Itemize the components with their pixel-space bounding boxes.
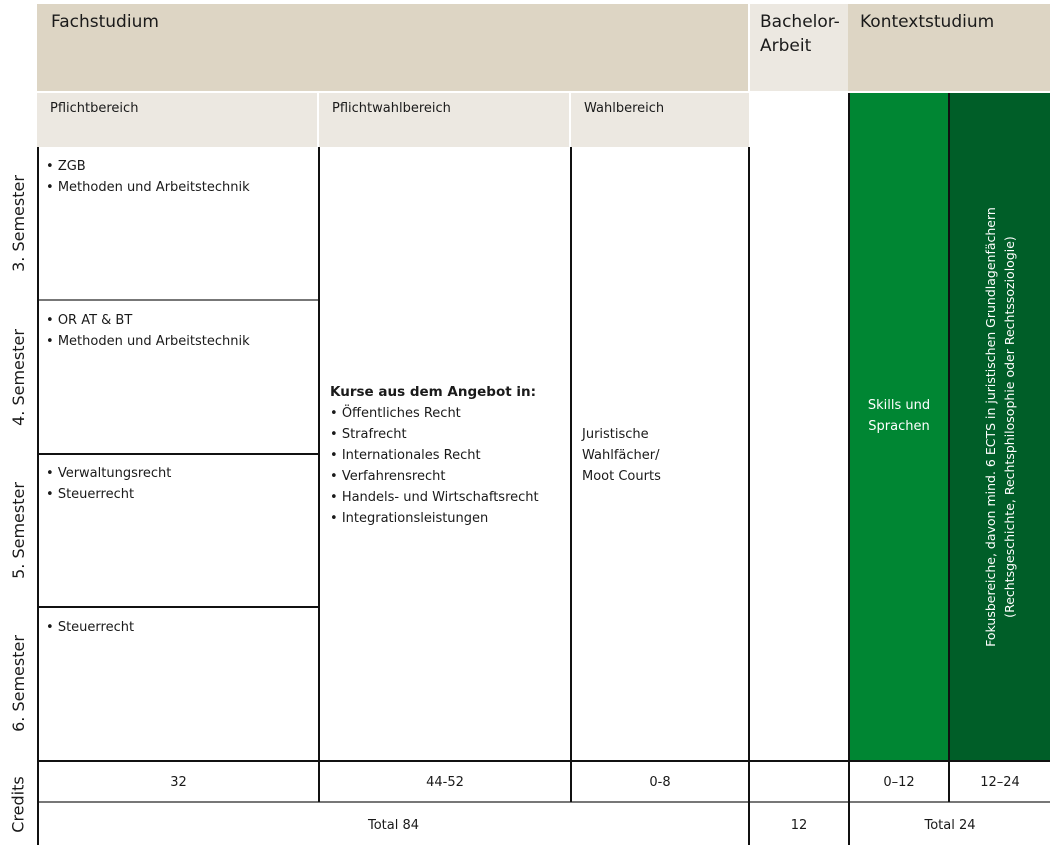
credits-fokus: 12–24	[980, 774, 1020, 790]
list-item: • Verfahrensrecht	[330, 466, 565, 487]
list-item: • Methoden und Arbeitstechnik	[46, 331, 311, 352]
bachelor-arbeit-line2: Arbeit	[760, 36, 812, 56]
wahl-line2: Wahlfächer/	[582, 448, 660, 463]
list-item: • Steuerrecht	[46, 484, 311, 505]
skills-und-sprachen	[849, 395, 949, 437]
fokus-text-wrapper	[949, 93, 1050, 761]
total-kontextstudium: Total 24	[924, 817, 976, 833]
divider	[37, 606, 319, 608]
credits-wahl: 0-8	[649, 774, 671, 790]
semester-6-label: 6. Semester	[9, 635, 28, 732]
list-item: • Strafrecht	[330, 424, 565, 445]
wahl-content	[582, 424, 742, 487]
bachelor-arbeit-header	[750, 4, 848, 91]
fachstudium-title: Fachstudium	[51, 12, 159, 32]
kontextstudium-title: Kontextstudium	[860, 12, 995, 32]
skills-line1: Skills und	[867, 398, 931, 413]
credits-pflicht: 32	[170, 774, 187, 790]
fokus-text	[981, 207, 1019, 647]
pflichtbereich-label: Pflichtbereich	[50, 101, 139, 116]
pflichtbereich-header	[37, 93, 317, 147]
credits-pflichtwahl: 44-52	[426, 774, 464, 790]
kontextstudium-header	[848, 4, 1050, 91]
semester-4-pflicht	[46, 310, 311, 352]
credits-label: Credits	[9, 775, 29, 833]
wahl-line3: Moot Courts	[582, 469, 661, 484]
divider	[848, 93, 850, 845]
semester-4-label: 4. Semester	[9, 328, 28, 426]
divider	[37, 453, 319, 455]
semester-6-pflicht	[46, 617, 311, 638]
divider	[37, 147, 39, 845]
list-item: • Handels- und Wirtschaftsrecht	[330, 487, 565, 508]
list-item: • Steuerrecht	[46, 617, 311, 638]
semester-3-label: 3. Semester	[9, 175, 28, 272]
semester-5-label: 5. Semester	[9, 482, 28, 579]
wahlbereich-label: Wahlbereich	[584, 101, 665, 116]
wahlbereich-header	[571, 93, 749, 147]
list-item: • OR AT & BT	[46, 310, 311, 331]
list-item: • Verwaltungsrecht	[46, 463, 311, 484]
total-fachstudium: Total 84	[367, 817, 420, 833]
total-bachelor: 12	[790, 817, 808, 833]
list-item: • ZGB	[46, 156, 311, 177]
pflichtwahlbereich-label: Pflichtwahlbereich	[332, 101, 451, 116]
list-item: • Internationales Recht	[330, 445, 565, 466]
pflichtwahl-content	[330, 382, 565, 529]
divider	[37, 801, 1050, 803]
semester-3-pflicht	[46, 156, 311, 198]
divider	[948, 93, 950, 802]
fachstudium-header	[37, 4, 748, 91]
bachelor-arbeit-line1: Bachelor-	[760, 12, 840, 32]
pflichtwahl-title: Kurse aus dem Angebot in:	[330, 384, 537, 400]
credits-skills: 0–12	[883, 774, 915, 790]
divider	[318, 147, 320, 802]
skills-line2: Sprachen	[868, 419, 930, 434]
wahl-line1: Juristische	[582, 427, 649, 442]
list-item: • Öffentliches Recht	[330, 403, 565, 424]
divider	[748, 147, 750, 845]
list-item: • Methoden und Arbeitstechnik	[46, 177, 311, 198]
fokus-line2: (Rechtsgeschichte, Rechtsphilosophie oder Rechtssoziologie)	[1001, 236, 1017, 618]
semester-5-pflicht	[46, 463, 311, 505]
divider	[37, 299, 319, 301]
list-item: • Integrationsleistungen	[330, 508, 565, 529]
divider	[570, 147, 572, 802]
pflichtwahlbereich-header	[319, 93, 569, 147]
fokus-line1: Fokusbereiche, davon mind. 6 ECTS in juristischen Grundlagenfächern	[982, 207, 998, 647]
divider	[37, 760, 1050, 762]
